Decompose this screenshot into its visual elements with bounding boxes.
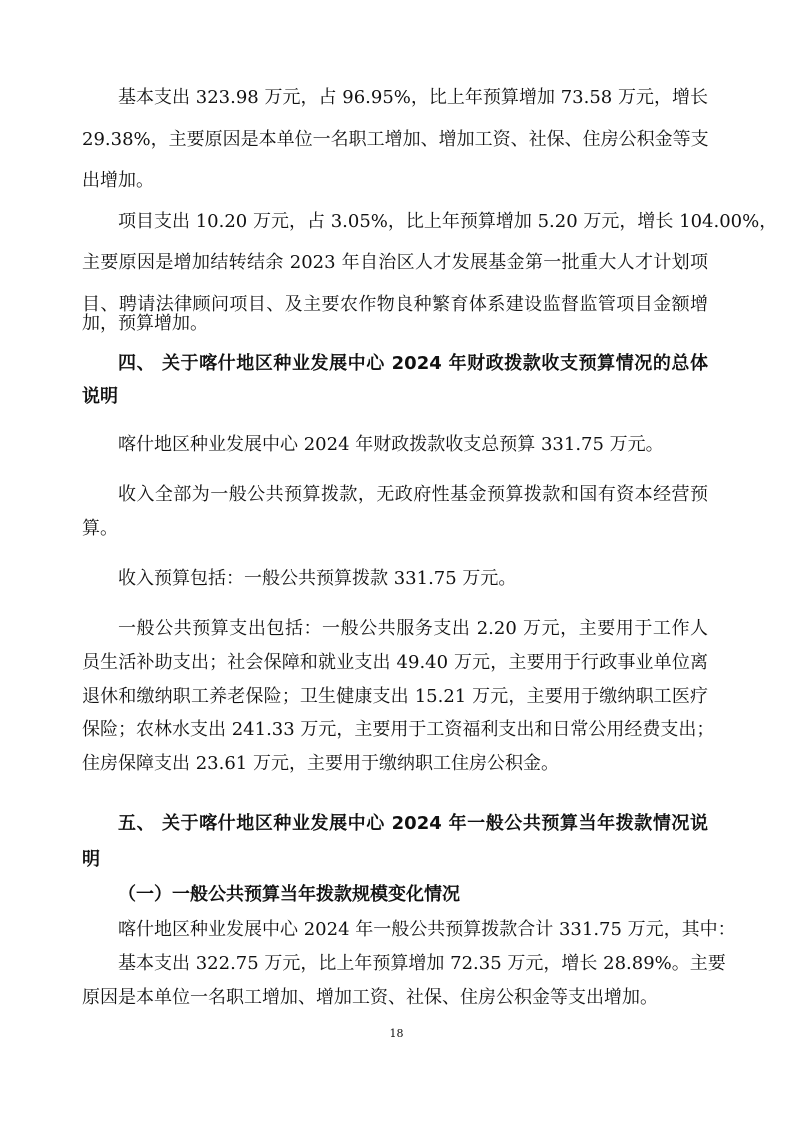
paragraph-basic-expense-line-2: 29.38%，主要原因是本单位一名职工增加、增加工资、社保、住房公积金等支 <box>82 129 709 150</box>
section-heading-4-line-1: 四、 关于喀什地区种业发展中心 2024 年财政拨款收支预算情况的总体 <box>118 353 708 374</box>
paragraph-public-expense-line-2: 员生活补助支出；社会保障和就业支出 49.40 万元，主要用于行政事业单位离 <box>82 652 708 673</box>
paragraph-revenue-source-line-2: 算。 <box>82 518 118 539</box>
paragraph-current-basic-expense-line-1: 基本支出 322.75 万元，比上年预算增加 72.35 万元，增长 28.89%。主要 <box>118 953 726 974</box>
section-heading-4-line-2: 说明 <box>82 386 118 407</box>
paragraph-current-year-total: 喀什地区种业发展中心 2024 年一般公共预算拨款合计 331.75 万元，其中： <box>118 919 736 940</box>
paragraph-revenue-budget: 收入预算包括：一般公共预算拨款 331.75 万元。 <box>118 568 517 589</box>
paragraph-total-budget: 喀什地区种业发展中心 2024 年财政拨款收支总预算 331.75 万元。 <box>118 434 664 455</box>
paragraph-current-basic-expense-line-2: 原因是本单位一名职工增加、增加工资、社保、住房公积金等支出增加。 <box>82 987 658 1008</box>
paragraph-project-expense-line-3: 目、聘请法律顾问项目、及主要农作物良种繁育体系建设监督监管项目金额增 <box>82 294 708 315</box>
paragraph-public-expense-line-1: 一般公共预算支出包括：一般公共服务支出 2.20 万元，主要用于工作人 <box>118 618 708 639</box>
paragraph-basic-expense-line-3: 出增加。 <box>82 170 154 191</box>
subsection-heading-1: （一）一般公共预算当年拨款规模变化情况 <box>118 884 460 905</box>
paragraph-project-expense-line-2: 主要原因是增加结转结余 2023 年自治区人才发展基金第一批重大人才计划项 <box>82 252 708 273</box>
section-heading-5-line-2: 明 <box>82 849 100 870</box>
paragraph-public-expense-line-4: 保险；农林水支出 241.33 万元，主要用于工资福利支出和日常公用经费支出； <box>82 719 715 740</box>
paragraph-public-expense-line-3: 退休和缴纳职工养老保险；卫生健康支出 15.21 万元，主要用于缴纳职工医疗 <box>82 686 708 707</box>
section-heading-5-line-1: 五、 关于喀什地区种业发展中心 2024 年一般公共预算当年拨款情况说 <box>118 813 708 834</box>
paragraph-basic-expense-line-1: 基本支出 323.98 万元，占 96.95%，比上年预算增加 73.58 万元，增长 <box>118 87 708 108</box>
paragraph-public-expense-line-5: 住房保障支出 23.61 万元，主要用于缴纳职工住房公积金。 <box>82 753 559 774</box>
paragraph-revenue-source-line-1: 收入全部为一般公共预算拨款，无政府性基金预算拨款和国有资本经营预 <box>118 484 708 505</box>
paragraph-project-expense-line-1: 项目支出 10.20 万元，占 3.05%，比上年预算增加 5.20 万元，增长 104.00%， <box>118 211 778 232</box>
page-number: 18 <box>389 1027 404 1040</box>
paragraph-project-expense-line-4: 加，预算增加。 <box>82 313 208 334</box>
